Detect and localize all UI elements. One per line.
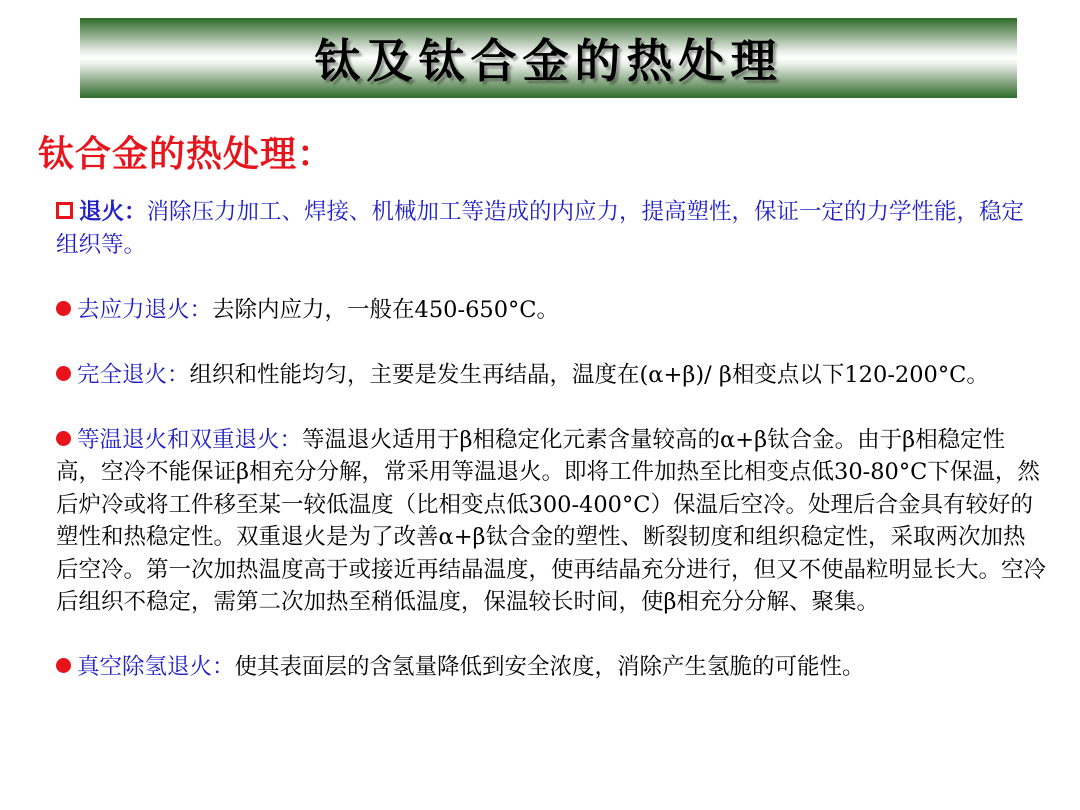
list-item bbox=[56, 651, 1046, 684]
section-heading: 钛合金的热处理： bbox=[38, 134, 335, 175]
list-item bbox=[56, 294, 1046, 327]
bullet-dot-icon bbox=[56, 431, 71, 446]
annealing-paragraph bbox=[56, 196, 1046, 261]
bullet-dot-icon bbox=[56, 658, 71, 673]
title-banner bbox=[80, 18, 1017, 98]
annealing-term: 退火： bbox=[79, 199, 147, 225]
item-text: 使其表面层的含氢量降低到安全浓度，消除产生氢脆的可能性。 bbox=[234, 654, 865, 680]
item-term: 等温退火和双重退火： bbox=[77, 426, 303, 453]
bullet-dot-icon bbox=[56, 366, 71, 381]
item-term: 去应力退火： bbox=[77, 296, 213, 323]
item-term: 完全退火： bbox=[77, 361, 190, 388]
item-text: 等温退火适用于β相稳定化元素含量较高的α+β钛合金。由于β相稳定性高，空冷不能保证β相充分分解，常采用等温退火。即将工件加热至比相变点低30-80°C下保温，然后炉冷或将工件移至某一较低温度（比相变点低300-400°C）保温后空冷。处理后合金具有较好的塑性和热稳定性。双重退火是为了改善α+β钛合金的塑性、断裂韧度和组织稳定性，采取两次加热后空冷。第一次加热温度高于或接近再结晶温度，使再结晶充分进行，但又不使晶粒明显长大。空冷后组织不稳定，需第二次加热至稍低温度，保温较长时间，使β相充分分解、聚集。 bbox=[56, 426, 1047, 615]
list-item bbox=[56, 424, 1046, 619]
annealing-text: 消除压力加工、焊接、机械加工等造成的内应力，提高塑性，保证一定的力学性能，稳定组织等。 bbox=[56, 199, 1025, 258]
list-item bbox=[56, 359, 1046, 392]
item-term: 真空除氢退火： bbox=[77, 654, 235, 680]
page-title: 钛及钛合金的热处理 bbox=[314, 34, 783, 88]
bullet-dot-icon bbox=[56, 301, 71, 316]
content-body bbox=[56, 196, 1046, 684]
item-text: 组织和性能均匀，主要是发生再结晶，温度在(α+β)/ β相变点以下120-200°C。 bbox=[189, 361, 989, 388]
item-text: 去除内应力，一般在450-650°C。 bbox=[212, 296, 559, 323]
square-bullet-icon bbox=[56, 202, 73, 219]
